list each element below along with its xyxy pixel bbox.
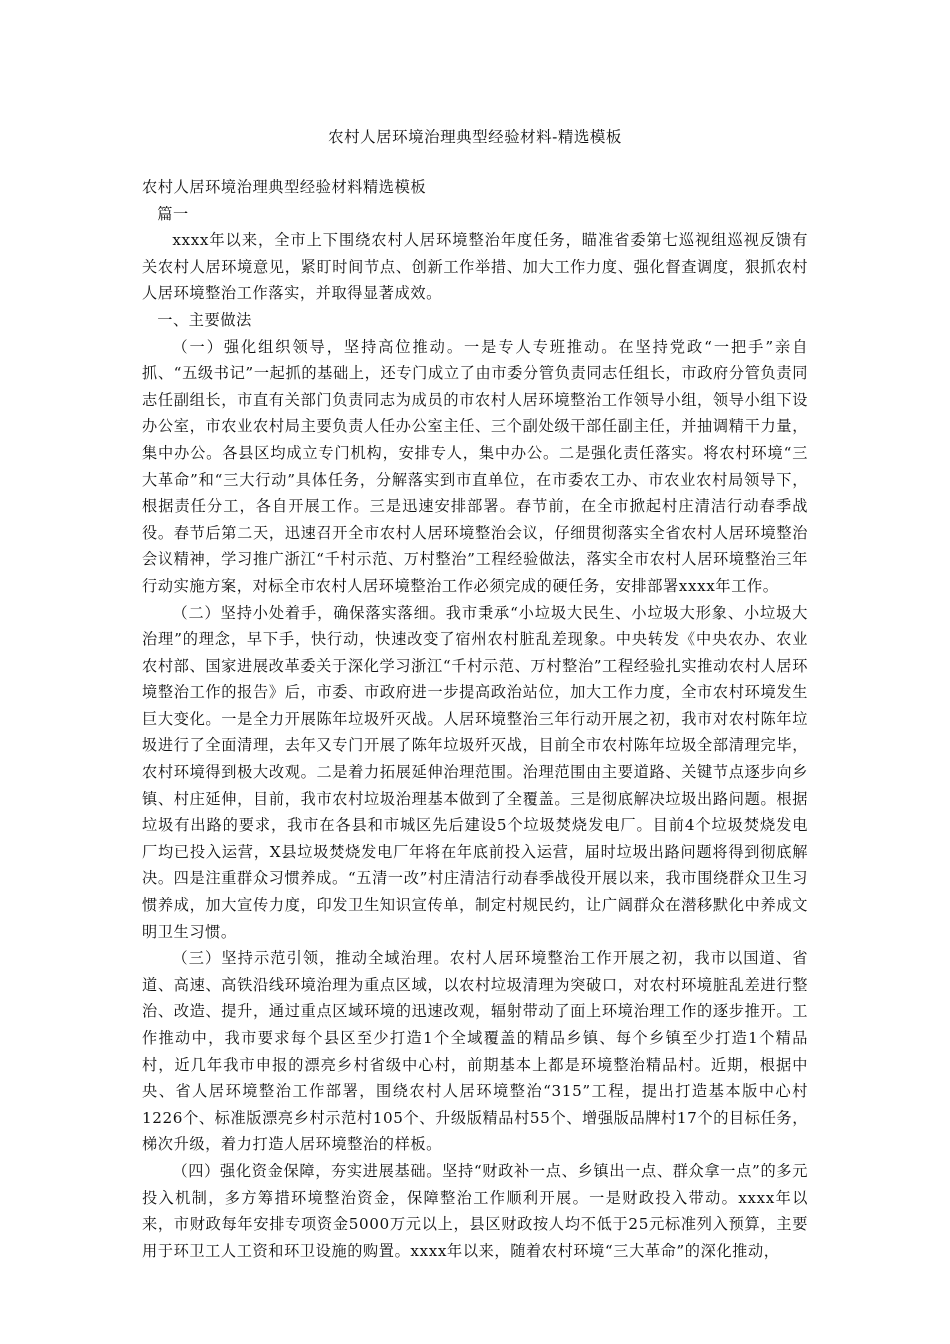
document-title: 农村人居环境治理典型经验材料-精选模板 — [328, 128, 622, 146]
paragraph-organizational-leadership: （一）强化组织领导，坚持高位推动。一是专人专班推动。在坚持党政“一把手”亲自抓、“五级书记”一起抓的基础上，还专门成立了由市委分管负责同志任组长，市政府分管负责同志任副组长，市直有关部门负责同志为成员的市农村人居环境整治工作领导小组，领导小组下设办公室，市农业农村局主要负责人任办公室主任、三个副处级干部任副主任，并抽调精干力量，集中办公。各县区均成立专门机构，安排专人，集中办公。二是强化责任落实。将农村环境“三大革命”和“三大行动”具体任务，分解落实到市直单位，在市委农工办、市农业农村局领导下，根据责任分工，各自开展工作。三是迅速安排部署。春节前，在全市掀起村庄清洁行动春季战役。春节后第二天，迅速召开全市农村人居环境整治会议，仔细贯彻落实全省农村人居环境整治会议精神，学习推广浙江“千村示范、万村整治”工程经验做法，落实全市农村人居环境整治三年行动实施方案，对标全市农村人居环境整治工作必须完成的硬任务，安排部署xxxx年工作。 — [142, 337, 808, 595]
document-subtitle: 农村人居环境治理典型经验材料精选模板 — [142, 178, 427, 196]
paragraph-funding-guarantee: （四）强化资金保障，夯实进展基础。坚持“财政补一点、乡镇出一点、群众拿一点”的多元投入机制，多方筹措环境整治资金，保障整治工作顺利开展。一是财政投入带动。xxxx年以来，市财政每年安排专项资金5000万元以上，县区财政按人均不低于25元标准列入预算，主要用于环卫工人工资和环卫设施的购置。xxxx年以来，随着农村环境“三大革命”的深化推动， — [142, 1161, 808, 1260]
paragraph-demonstration-guidance: （三）坚持示范引领，推动全域治理。农村人居环境整治工作开展之初，我市以国道、省道、高速、高铁沿线环境治理为重点区域，以农村垃圾清理为突破口，对农村环境脏乱差进行整治、改造、提升，通过重点区域环境的迅速改观，辐射带动了面上环境治理工作的逐步推开。工作推动中，我市要求每个县区至少打造1个全域覆盖的精品乡镇、每个乡镇至少打造1个精品村，近几年我市申报的漂亮乡村省级中心村，前期基本上都是环境整治精品村。近期，根据中央、省人居环境整治工作部署，围绕农村人居环境整治“315”工程，提出打造基本版中心村1226个、标准版漂亮乡村示范村105个、升级版精品村55个、增强版品牌村17个的目标任务，梯次升级，着力打造人居环境整治的样板。 — [142, 949, 808, 1154]
paragraph-small-details: （二）坚持小处着手，确保落实落细。我市秉承“小垃圾大民生、小垃圾大形象、小垃圾大治理”的理念，早下手，快行动，快速改变了宿州农村脏乱差现象。中央转发《中央农办、农业农村部、国家进展改革委关于深化学习浙江“千村示范、万村整治”工程经验扎实推动农村人居环境整治工作的报告》后，市委、市政府进一步提高政治站位，加大工作力度，全市农村环境发生巨大变化。一是全力开展陈年垃圾歼灭战。人居环境整治三年行动开展之初，我市对农村陈年垃圾进行了全面清理，去年又专门开展了陈年垃圾歼灭战，目前全市农村陈年垃圾全部清理完毕，农村环境得到极大改观。二是着力拓展延伸治理范围。治理范围由主要道路、关键节点逐步向乡镇、村庄延伸，目前，我市农村垃圾治理基本做到了全覆盖。三是彻底解决垃圾出路问题。根据垃圾有出路的要求，我市在各县和市城区先后建设5个垃圾焚烧发电厂。目前4个垃圾焚烧发电厂均已投入运营，X县垃圾焚烧发电厂年将在年底前投入运营，届时垃圾出路问题将得到彻底解决。四是注重群众习惯养成。“五清一改”村庄清洁行动春季战役开展以来，我市围绕群众卫生习惯养成，加大宣传力度，印发卫生知识宣传单，制定村规民约，让广阔群众在潜移默化中养成文明卫生习惯。 — [142, 603, 808, 941]
section-heading-main-practices: 一、主要做法 — [157, 310, 252, 329]
intro-paragraph: xxxx年以来，全市上下围绕农村人居环境整治年度任务，瞄准省委第七巡视组巡视反馈有关农村人居环境意见，紧盯时间节点、创新工作举措、加大工作力度、强化督查调度，狠抓农村人居环境整治工作落实，并取得显著成效。 — [142, 231, 808, 303]
document-body — [142, 174, 808, 1264]
part-label: 篇一 — [157, 204, 189, 223]
